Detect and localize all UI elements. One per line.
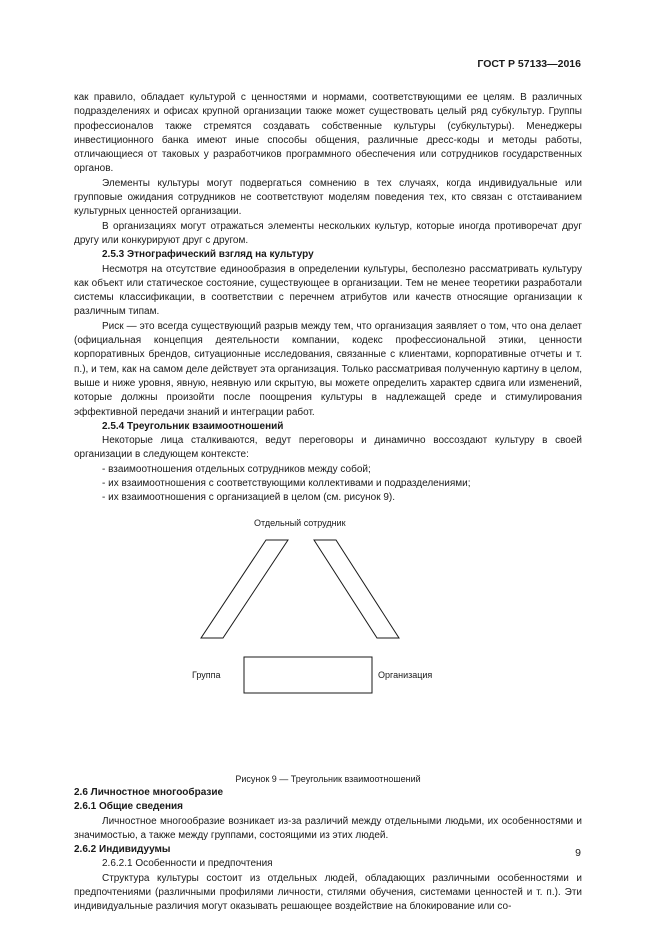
list-item: - их взаимоотношения с соответствующими коллективами и подразделениями;: [74, 477, 582, 491]
left-parallelogram: [201, 540, 288, 638]
section-heading-2-6-2: 2.6.2 Индивидуумы: [74, 844, 171, 856]
section-heading-2-6-2-1: 2.6.2.1 Особенности и предпочтения: [102, 858, 273, 870]
bullet-list: [74, 463, 582, 506]
figure-relationship-triangle: [74, 514, 582, 772]
paragraph: Некоторые лица сталкиваются, ведут переговоры и динамично воссоздают культуру в своей организации в следующем контексте:: [74, 435, 582, 461]
figure-caption: Рисунок 9 — Треугольник взаимоотношений: [235, 773, 421, 784]
list-item: - взаимоотношения отдельных сотрудников между собой;: [74, 463, 582, 477]
triangle-diagram: [74, 514, 582, 772]
section-heading-2-6-1: 2.6.1 Общие сведения: [74, 801, 183, 813]
label-group: Группа: [192, 669, 221, 680]
section-heading-2-5-3: 2.5.3 Этнографический взгляд на культуру: [102, 249, 314, 261]
label-organization: Организация: [378, 669, 433, 680]
page-content: [74, 91, 582, 915]
bottom-rectangle: [244, 657, 372, 693]
paragraph: Личностное многообразие возникает из-за различий между отдельными людьми, их особенностями и значимостью, а также между группами, состоящими из этих людей.: [74, 815, 582, 841]
right-parallelogram: [314, 540, 399, 638]
page-number: 9: [575, 847, 581, 859]
section-heading-2-6: 2.6 Личностное многообразие: [74, 786, 224, 798]
paragraph: Структура культуры состоит из отдельных людей, обладающих различными особенностями и предпочтениями (различными профилями личности, стилями обучения, системами ценностей и т. п.). Эти индивидуальные различия могут оказывать решающее воздействие на блокирование или со-: [74, 872, 582, 913]
list-item: - их взаимоотношения с организацией в целом (см. рисунок 9).: [74, 491, 582, 505]
document-header: ГОСТ Р 57133—2016: [477, 58, 581, 70]
paragraph: В организациях могут отражаться элементы нескольких культур, которые иногда противоречат друг другу или конкурируют друг с другом.: [74, 220, 582, 246]
paragraph: как правило, обладает культурой с ценностями и нормами, соответствующими ее целям. В различных подразделениях и офисах крупной организации также может существовать целый ряд субкультур. Группы профессионалов также стремятся создавать собственные культуры (субкультуры). Менеджеры инвестиционного банка имеют иные способы общения, различные дресс-коды и методы работы, отличающиеся от таковых у разработчиков программного обеспечения или сотрудников государственных органов.: [74, 92, 582, 175]
section-heading-2-5-4: 2.5.4 Треугольник взаимоотношений: [102, 420, 284, 432]
paragraph: Риск — это всегда существующий разрыв между тем, что организация заявляет о том, что она делает (официальная концепция деятельности компании, кодекс профессиональной этики, ценности корпоративных брендов, ситуационные исследования, связанные с клиентами, корпоративные отчеты и т. п.), и тем, как на самом деле действует эта организация. Только рассматривая полученную картину в целом, выше и ниже уровня, явную, неявную или скрытую, вы можете определить характер сдвига или изменений, которые должны произойти после поощрения культуры в надлежащей среде и стимулирования эффективной передачи знаний и интеграции работ.: [74, 320, 582, 418]
label-individual: Отдельный сотрудник: [254, 517, 346, 528]
paragraph: Элементы культуры могут подвергаться сомнению в тех случаях, когда индивидуальные или групповые ожидания сотрудников не соответствуют моделям поведения тех, кто связан с отстаиванием культурных ценностей организации.: [74, 177, 582, 218]
paragraph: Несмотря на отсутствие единообразия в определении культуры, бесполезно рассматривать культуру как объект или статическое состояние, существующее в организации. Тем не менее теоретики разработали системы классификации, в соответствии с перечнем атрибутов или качеств относящие организации к различным типам.: [74, 263, 582, 318]
